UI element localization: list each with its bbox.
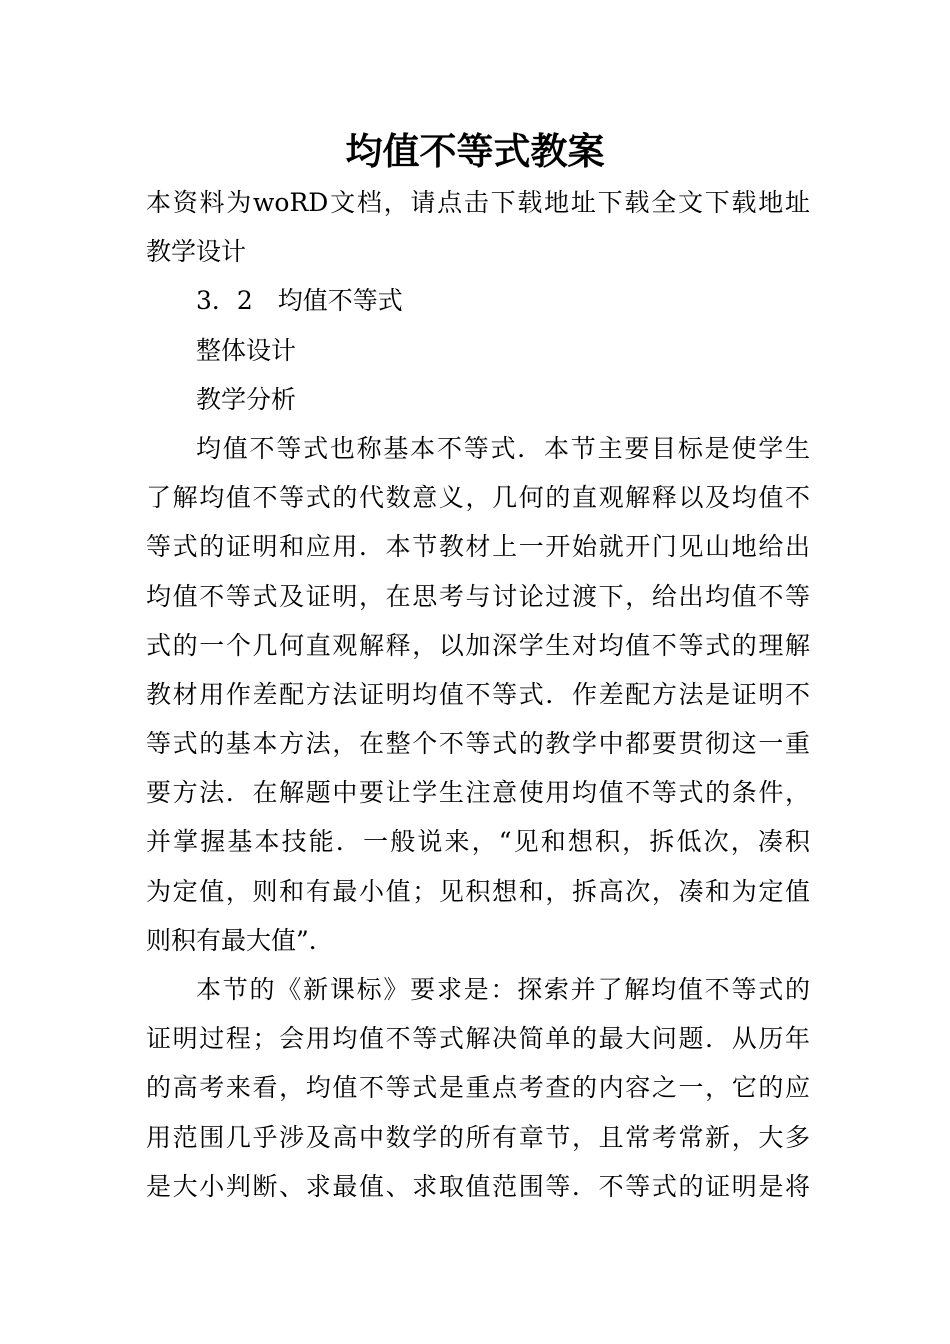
paragraph-line: 等式的证明和应用．本节教材上一开始就开门见山地给出 bbox=[146, 532, 810, 562]
document-title: 均值不等式教案 bbox=[345, 130, 605, 173]
paragraph-line: 本节的《新课标》要求是：探索并了解均值不等式的 bbox=[196, 975, 810, 1004]
paragraph-line: 则积有最大值”． bbox=[146, 925, 334, 955]
paragraph-line: 为定值，则和有最小值；见积想和，拆高次，凑和为定值 bbox=[146, 876, 810, 906]
document-body bbox=[146, 178, 810, 1211]
section-heading: 整体设计 bbox=[196, 335, 297, 365]
paragraph-line: 的高考来看，均值不等式是重点考查的内容之一，它的应 bbox=[146, 1073, 810, 1103]
paragraph-line: 用范围几乎涉及高中数学的所有章节，且常考常新，大多 bbox=[146, 1122, 810, 1152]
section-heading: 3．2 均值不等式 bbox=[196, 286, 403, 316]
paragraph-line: 证明过程；会用均值不等式解决简单的最大问题．从历年 bbox=[146, 1024, 810, 1054]
paragraph-line: 等式的基本方法，在整个不等式的教学中都要贯彻这一重 bbox=[146, 729, 810, 759]
section-heading: 教学分析 bbox=[196, 384, 297, 414]
text-line: 教学设计 bbox=[146, 237, 247, 267]
paragraph-line: 并掌握基本技能．一般说来，“见和想积，拆低次，凑积 bbox=[146, 827, 810, 857]
paragraph-line: 是大小判断、求最值、求取值范围等．不等式的证明是将 bbox=[146, 1171, 810, 1201]
paragraph-line: 了解均值不等式的代数意义，几何的直观解释以及均值不 bbox=[146, 483, 810, 513]
text-line: 本资料为woRD文档，请点击下载地址下载全文下载地址 bbox=[146, 188, 810, 217]
paragraph-line: 均值不等式及证明，在思考与讨论过渡下，给出均值不等 bbox=[146, 581, 810, 611]
paragraph-line: 式的一个几何直观解释，以加深学生对均值不等式的理解 bbox=[146, 630, 810, 660]
paragraph-line: 要方法．在解题中要让学生注意使用均值不等式的条件， bbox=[146, 778, 810, 808]
paragraph-line: 均值不等式也称基本不等式．本节主要目标是使学生 bbox=[196, 433, 810, 463]
paragraph-line: 教材用作差配方法证明均值不等式．作差配方法是证明不 bbox=[146, 679, 810, 709]
